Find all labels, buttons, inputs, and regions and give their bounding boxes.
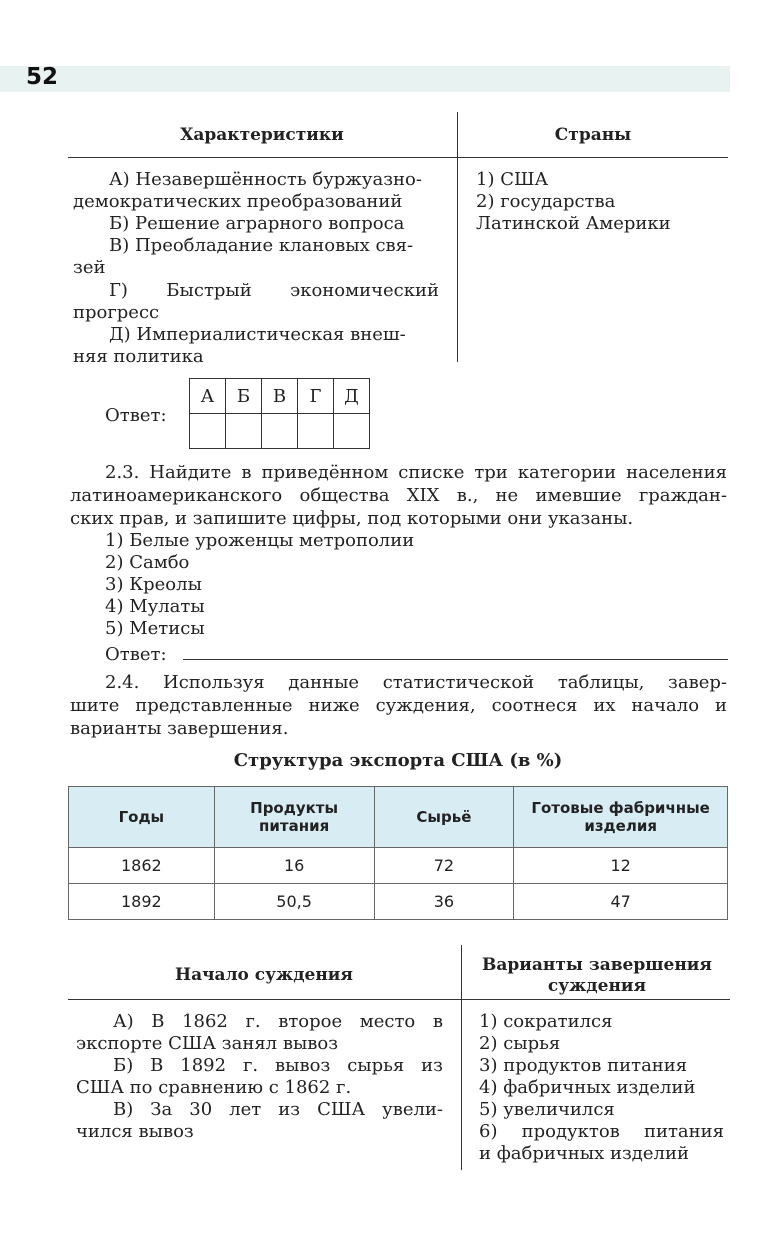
task23-option: 1) Белые уроженцы метрополии <box>105 530 415 551</box>
stat-cell: 47 <box>514 884 728 920</box>
answer-grid-blanks <box>190 414 370 449</box>
answer-grid-letters <box>190 379 370 414</box>
stat-header-row <box>69 787 728 848</box>
table2-left-line: экспорте США занял вывоз <box>76 1033 339 1054</box>
answer-letter-cell: Д <box>334 379 370 414</box>
stat-header-manufactured: Готовые фабричные изделия <box>514 787 728 848</box>
stat-cell: 12 <box>514 848 728 884</box>
table1-column-divider <box>457 112 458 362</box>
task24-text-line: 2.4. Используя данные статистической таблицы, завер- <box>105 672 727 693</box>
stat-cell: 1862 <box>69 848 215 884</box>
answer-blank-cell[interactable] <box>334 414 370 449</box>
page-number: 52 <box>26 64 59 90</box>
stat-cell: 72 <box>374 848 514 884</box>
table1-left-line: Г) Быстрый экономический <box>109 280 439 301</box>
task23-option: 4) Мулаты <box>105 596 205 617</box>
table1-right-line: Латинской Америки <box>476 213 671 234</box>
answer-letter-cell: Г <box>298 379 334 414</box>
stat-header-years: Годы <box>69 787 215 848</box>
table2-right-line: 3) продуктов питания <box>479 1055 688 1076</box>
table2-left-line: Б) В 1892 г. вывоз сырья из <box>113 1055 443 1076</box>
answer-label: Ответ: <box>105 405 167 426</box>
header-judgment-start: Начало суждения <box>175 965 353 985</box>
table1-right-line: 2) государства <box>476 191 616 212</box>
task24-text-line: шите представленные ниже суждения, соотнеся их начало и <box>70 695 727 716</box>
table1-header-rule <box>68 157 728 158</box>
task23-text-line: ских прав, и запишите цифры, под которыми они указаны. <box>70 508 634 529</box>
task23-option: 3) Креолы <box>105 574 202 595</box>
stat-row-1892 <box>69 884 728 920</box>
stat-table-title: Структура экспорта США (в %) <box>233 750 563 771</box>
header-countries: Страны <box>554 125 632 145</box>
table2-left-line: США по сравнению с 1862 г. <box>76 1077 352 1098</box>
task23-answer-label: Ответ: <box>105 644 167 665</box>
task23-option: 5) Метисы <box>105 618 205 639</box>
answer-blank-cell[interactable] <box>262 414 298 449</box>
table2-right-line: 5) увеличился <box>479 1099 615 1120</box>
export-structure-table <box>68 786 728 920</box>
table2-right-line: и фабричных изделий <box>479 1143 689 1164</box>
stat-cell: 1892 <box>69 884 215 920</box>
page-header-band <box>0 66 730 92</box>
stat-header-food: Продукты питания <box>214 787 374 848</box>
table2-left-line: А) В 1862 г. второе место в <box>113 1011 443 1032</box>
stat-cell: 36 <box>374 884 514 920</box>
table1-left-line: зей <box>73 257 106 278</box>
task24-text-line: варианты завершения. <box>70 718 289 739</box>
table2-right-line: 6) продуктов питания <box>479 1121 724 1142</box>
task23-text-line: латиноамериканского общества XIX в., не имевшие граждан- <box>70 485 727 506</box>
table1-left-line: няя политика <box>73 346 204 367</box>
table1-left-line: В) Преобладание клановых свя- <box>109 235 414 256</box>
table2-right-line: 2) сырья <box>479 1033 561 1054</box>
answer-letter-cell: Б <box>226 379 262 414</box>
task23-option: 2) Самбо <box>105 552 190 573</box>
table1-left-line: Б) Решение аграрного вопроса <box>109 213 405 234</box>
answer-blank-cell[interactable] <box>226 414 262 449</box>
table1-left-line: демократических преобразований <box>73 191 403 212</box>
table1-left-line: Д) Империалистическая внеш- <box>109 324 406 345</box>
header-variants-line1: Варианты завершения <box>482 955 712 975</box>
answer-grid <box>189 378 370 449</box>
table1-left-line: А) Незавершённость буржуазно- <box>109 169 422 190</box>
table2-column-divider <box>461 945 462 1170</box>
table2-header-rule <box>68 999 730 1000</box>
answer-letter-cell: В <box>262 379 298 414</box>
answer-blank-cell[interactable] <box>190 414 226 449</box>
stat-row-1862 <box>69 848 728 884</box>
stat-cell: 50,5 <box>214 884 374 920</box>
table2-right-line: 1) сократился <box>479 1011 613 1032</box>
task23-text-line: 2.3. Найдите в приведённом списке три категории населения <box>105 462 727 483</box>
stat-cell: 16 <box>214 848 374 884</box>
answer-letter-cell: А <box>190 379 226 414</box>
table2-left-line: чился вывоз <box>76 1121 194 1142</box>
table1-left-line: прогресс <box>73 302 160 323</box>
task23-answer-line[interactable] <box>183 659 728 660</box>
header-characteristics: Характеристики <box>180 125 344 145</box>
table2-left-line: В) За 30 лет из США увели- <box>113 1099 443 1120</box>
table1-right-line: 1) США <box>476 169 549 190</box>
stat-header-raw: Сырьё <box>374 787 514 848</box>
answer-blank-cell[interactable] <box>298 414 334 449</box>
table2-right-line: 4) фабричных изделий <box>479 1077 696 1098</box>
header-variants-line2: суждения <box>547 976 647 996</box>
